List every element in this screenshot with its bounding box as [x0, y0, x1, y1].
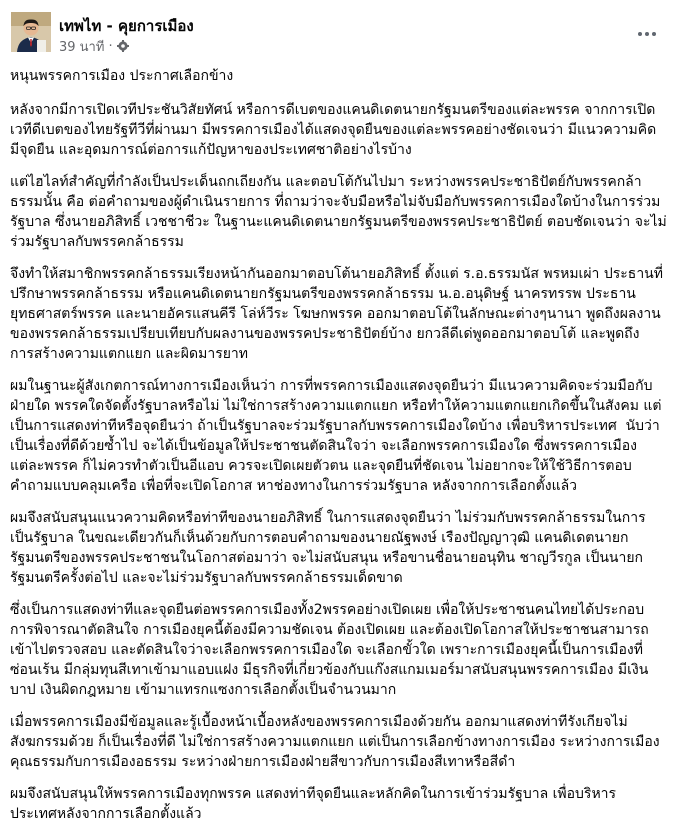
post-author-name[interactable]: เทพไท - คุยการเมือง [59, 17, 194, 35]
post-timestamp[interactable]: 39 นาที [59, 39, 105, 55]
post-paragraph: ผมจึงสนับสนุนให้พรรคการเมืองทุกพรรค แสดงท่าทีจุดยืนและหลักคิดในการเข้าร่วมรัฐบาล เพื่อบริหาร ประเทศหลังจากการเลือกตั้งแล้ว [10, 786, 617, 822]
post-meta [59, 38, 129, 54]
avatar-photo-icon [11, 12, 51, 52]
meta-separator: · [108, 38, 113, 54]
avatar[interactable] [11, 12, 51, 52]
post-paragraph: จึงทำให้สมาชิกพรรคกล้าธรรมเรียงหน้ากันออกมาตอบโต้นายอภิสิทธิ์ ตั้งแต่ ร.อ.ธรรมนัส พรหมเผ่า ประธานที่ ปรึกษาพรรคกล้าธรรม หรือแคนดิเดตนายกรัฐมนตรีของพรรคกล้าธรรม น.อ.อนุดิษฐ์ นาครทรรพ ประธาน ยุทธศาสตร์พรรค และนายอัครแสนคีรี โล่ห์วีระ โฆษกพรรค ออกมาตอบโต้ในลักษณะต่างๆนานา พูดถึงผลงาน ของพรรคกล้าธรรมเปรียบเทียบกับผลงานของพรรคประชาธิปัตย์บ้าง ยกวลีดีเด่พูดออกมาตอบโต้ และพูดถึง การสร้างความแตกแยก และผิดมารยาท [10, 266, 663, 362]
post-paragraph: ผมในฐานะผู้สังเกตการณ์ทางการเมืองเห็นว่า การที่พรรคการเมืองแสดงจุดยืนว่า มีแนวความคิดจะร่วมมือกับ ฝ่ายใด พรรคใดจัดตั้งรัฐบาลหรือไม่ ไม่ใช่การสร้างความแตกแยก หรือทำให้ความแตกแยกเกิดขึ้นในสังคม แต่ เป็นการแสดงท่าทีหรือจุดยืนว่า ถ้าเป็นรัฐบาลจะร่วมรัฐบาลกับพรรคการเมืองใดบ้าง เพื่อบริหารประเทศ นับว่า เป็นเรื่องที่ดีด้วยซ้ำไป จะได้เป็นข้อมูลให้ประชาชนตัดสินใจว่า จะเลือกพรรคการเมืองใด ซึ่งพรรคการเมือง แต่ละพรรค ก็ไม่ควรทำตัวเป็นอีแอบ ควรจะเปิดเผยตัวตน และจุดยืนที่ชัดเจน ไม่อยากจะให้ใช้วิธีการตอบ คำถามแบบคลุมเครือ เพื่อที่จะเปิดโอกาส หาช่องทางในการร่วมรัฐบาล หลังจากการเลือกตั้งแล้ว [10, 378, 662, 494]
post-paragraph: ซึ่งเป็นการแสดงท่าทีและจุดยืนต่อพรรคการเมืองทั้ง2พรรคอย่างเปิดเผย เพื่อให้ประชาชนคนไทยได้ประกอบ การพิจารณาตัดสินใจ การเมืองยุคนี้ต้องมีความชัดเจน ต้องเปิดเผย และต้องเปิดโอกาสให้ประชาชนสามารถ เข้าไปตรวจสอบ และตัดสินใจว่าจะเลือกพรรคการเมืองใด จะเลือกขั้วใด เพราะการเมืองยุคนี้เป็นการเมืองที่ ซ่อนเร้น มีกลุ่มทุนสีเทาเข้ามาแอบแฝง มีธุรกิจที่เกี่ยวข้องกับแก๊งสแกมเมอร์มาสนับสนุนพรรคการเมือง มีเงิน บาป เงินผิดกฎหมาย เข้ามาแทรกแซงการเลือกตั้งเป็นจำนวนมาก [10, 602, 649, 698]
post-body [10, 66, 670, 836]
post-header [0, 0, 679, 60]
post-paragraph: แต่ไฮไลท์สำคัญที่กำลังเป็นประเด็นถกเถียงกัน และตอบโต้กันไปมา ระหว่างพรรคประชาธิปัตย์กับพรรคกล้า ธรรมนั้น คือ ต่อคำถามของผู้ดำเนินรายการ ที่ถามว่าจะจับมือหรือไม่จับมือกับพรรคการเมืองใดบ้างในการร่วม รัฐบาล ซึ่งนายอภิสิทธิ์ เวชชาชีวะ ในฐานะแคนดิเดตนายกรัฐมนตรีของพรรคประชาธิปัตย์ ตอบชัดเจนว่า จะไม่ ร่วมรัฐบาลกับพรรคกล้าธรรม [10, 174, 667, 250]
post-paragraph: ผมจึงสนับสนุนแนวความคิดหรือท่าทีของนายอภิสิทธิ์ ในการแสดงจุดยืนว่า ไม่ร่วมกับพรรคกล้าธรรมในการ เป็นรัฐบาล ในขณะเดียวกันก็เห็นด้วยกับการตอบคำถามของนายณัฐพงษ์ เรืองปัญญาวุฒิ แคนดิเดตนายก รัฐมนตรีของพรรคประชาชนในโอกาสต่อมาว่า จะไม่สนับสนุน หรือขานชื่อนายอนุทิน ชาญวีรกูล เป็นนายก รัฐมนตรีครั้งต่อไป และจะไม่ร่วมรัฐบาลกับพรรคกล้าธรรมเด็ดขาด [10, 510, 646, 586]
gear-icon[interactable] [117, 40, 129, 52]
more-options-button[interactable] [632, 22, 662, 46]
post-title: หนุนพรรคการเมือง ประกาศเลือกข้าง [10, 68, 234, 84]
post-paragraph: เมื่อพรรคการเมืองมีข้อมูลและรู้เบื้องหน้าเบื้องหลังของพรรคการเมืองด้วยกัน ออกมาแสดงท่าทีรังเกียจไม่ สังฆกรรมด้วย ก็เป็นเรื่องที่ดี ไม่ใช่การสร้างความแตกแยก แต่เป็นการเลือกข้างทางการเมือง ระหว่างการเมือง คุณธรรมกับการเมืองอธรรม ระหว่างฝ่ายการเมืองฝ่ายสีขาวกับการเมืองสีเทาหรือสีดำ [10, 714, 660, 770]
more-horizontal-icon [637, 31, 657, 37]
post-paragraph: หลังจากมีการเปิดเวทีประชันวิสัยทัศน์ หรือการดีเบตของแคนดิเดตนายกรัฐมนตรีของแต่ละพรรค จากการเปิด เวทีดีเบตของไทยรัฐทีวีที่ผ่านมา มีพรรคการเมืองได้แสดงจุดยืนของแต่ละพรรคอย่างชัดเจนว่า มีแนวความคิด มีจุดยืน และอุดมการณ์ต่อการแก้ปัญหาของประเทศชาติอย่างไรบ้าง [10, 102, 657, 158]
